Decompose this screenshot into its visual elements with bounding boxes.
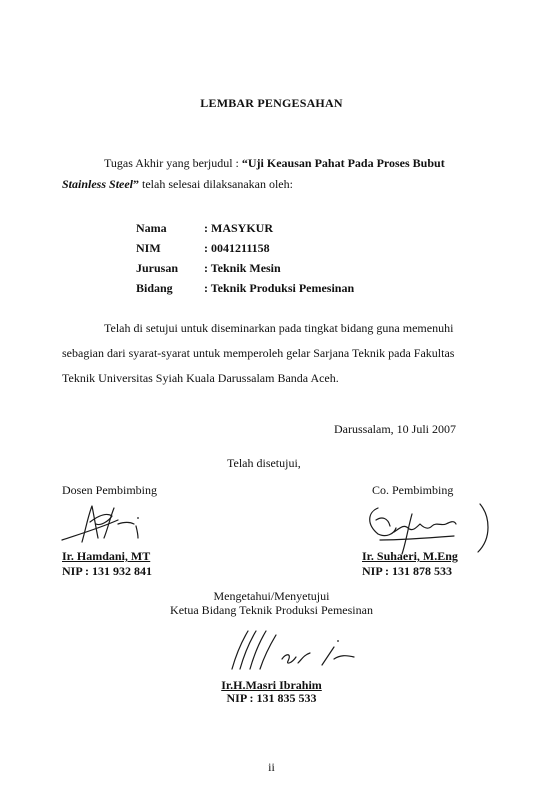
acknowledged-position: Ketua Bidang Teknik Produksi Pemesinan xyxy=(170,603,373,617)
student-row-name xyxy=(136,221,273,236)
student-value: : 0041211158 xyxy=(204,241,270,255)
supervisor-signature-image xyxy=(60,498,160,548)
student-row-nim xyxy=(136,241,270,256)
student-label: Jurusan xyxy=(136,261,179,275)
approval-line-2: sebagian dari syarat-syarat untuk memperoleh gelar Sarjana Teknik pada Fakultas xyxy=(62,346,455,360)
page-title: LEMBAR PENGESAHAN xyxy=(200,96,343,110)
student-value: : Teknik Produksi Pemesinan xyxy=(204,281,355,295)
co-supervisor-nip: NIP : 131 878 533 xyxy=(362,564,452,578)
approved-label: Telah disetujui, xyxy=(227,456,301,470)
student-row-jurusan xyxy=(136,261,281,276)
co-supervisor-role: Co. Pembimbing xyxy=(372,483,454,497)
thesis-title-close-quote: ” xyxy=(133,177,140,191)
student-value: : MASYKUR xyxy=(204,221,273,235)
approval-line-1: Telah di setujui untuk diseminarkan pada tingkat bidang guna memenuhi xyxy=(104,321,454,335)
supervisor-nip: NIP : 131 932 841 xyxy=(62,564,152,578)
head-nip: NIP : 131 835 533 xyxy=(226,691,317,705)
head-name: Ir.H.Masri Ibrahim xyxy=(221,678,322,692)
acknowledged-label: Mengetahui/Menyetujui xyxy=(213,589,330,603)
student-row-bidang xyxy=(136,281,354,296)
page-number: ii xyxy=(268,760,275,774)
student-value: : Teknik Mesin xyxy=(204,261,281,275)
student-label: Nama xyxy=(136,221,167,235)
supervisor-role: Dosen Pembimbing xyxy=(62,483,157,497)
head-signature-image xyxy=(226,625,356,675)
intro-lead: Tugas Akhir yang berjudul : xyxy=(104,156,242,170)
thesis-title-part1: “Uji Keausan Pahat Pada Proses Bubut xyxy=(241,156,445,170)
student-label: Bidang xyxy=(136,281,173,295)
intro-tail: telah selesai dilaksanakan oleh: xyxy=(139,177,293,191)
supervisor-name: Ir. Hamdani, MT xyxy=(62,549,151,563)
co-supervisor-name: Ir. Suhaeri, M.Eng xyxy=(362,549,458,563)
intro-line-2 xyxy=(62,177,293,192)
place-date: Darussalam, 10 Juli 2007 xyxy=(334,422,456,436)
approval-line-3: Teknik Universitas Syiah Kuala Darussalam Banda Aceh. xyxy=(62,371,339,385)
thesis-title-part2: Stainless Steel xyxy=(62,177,134,191)
student-label: NIM xyxy=(136,241,161,255)
intro-line-1 xyxy=(104,156,445,171)
